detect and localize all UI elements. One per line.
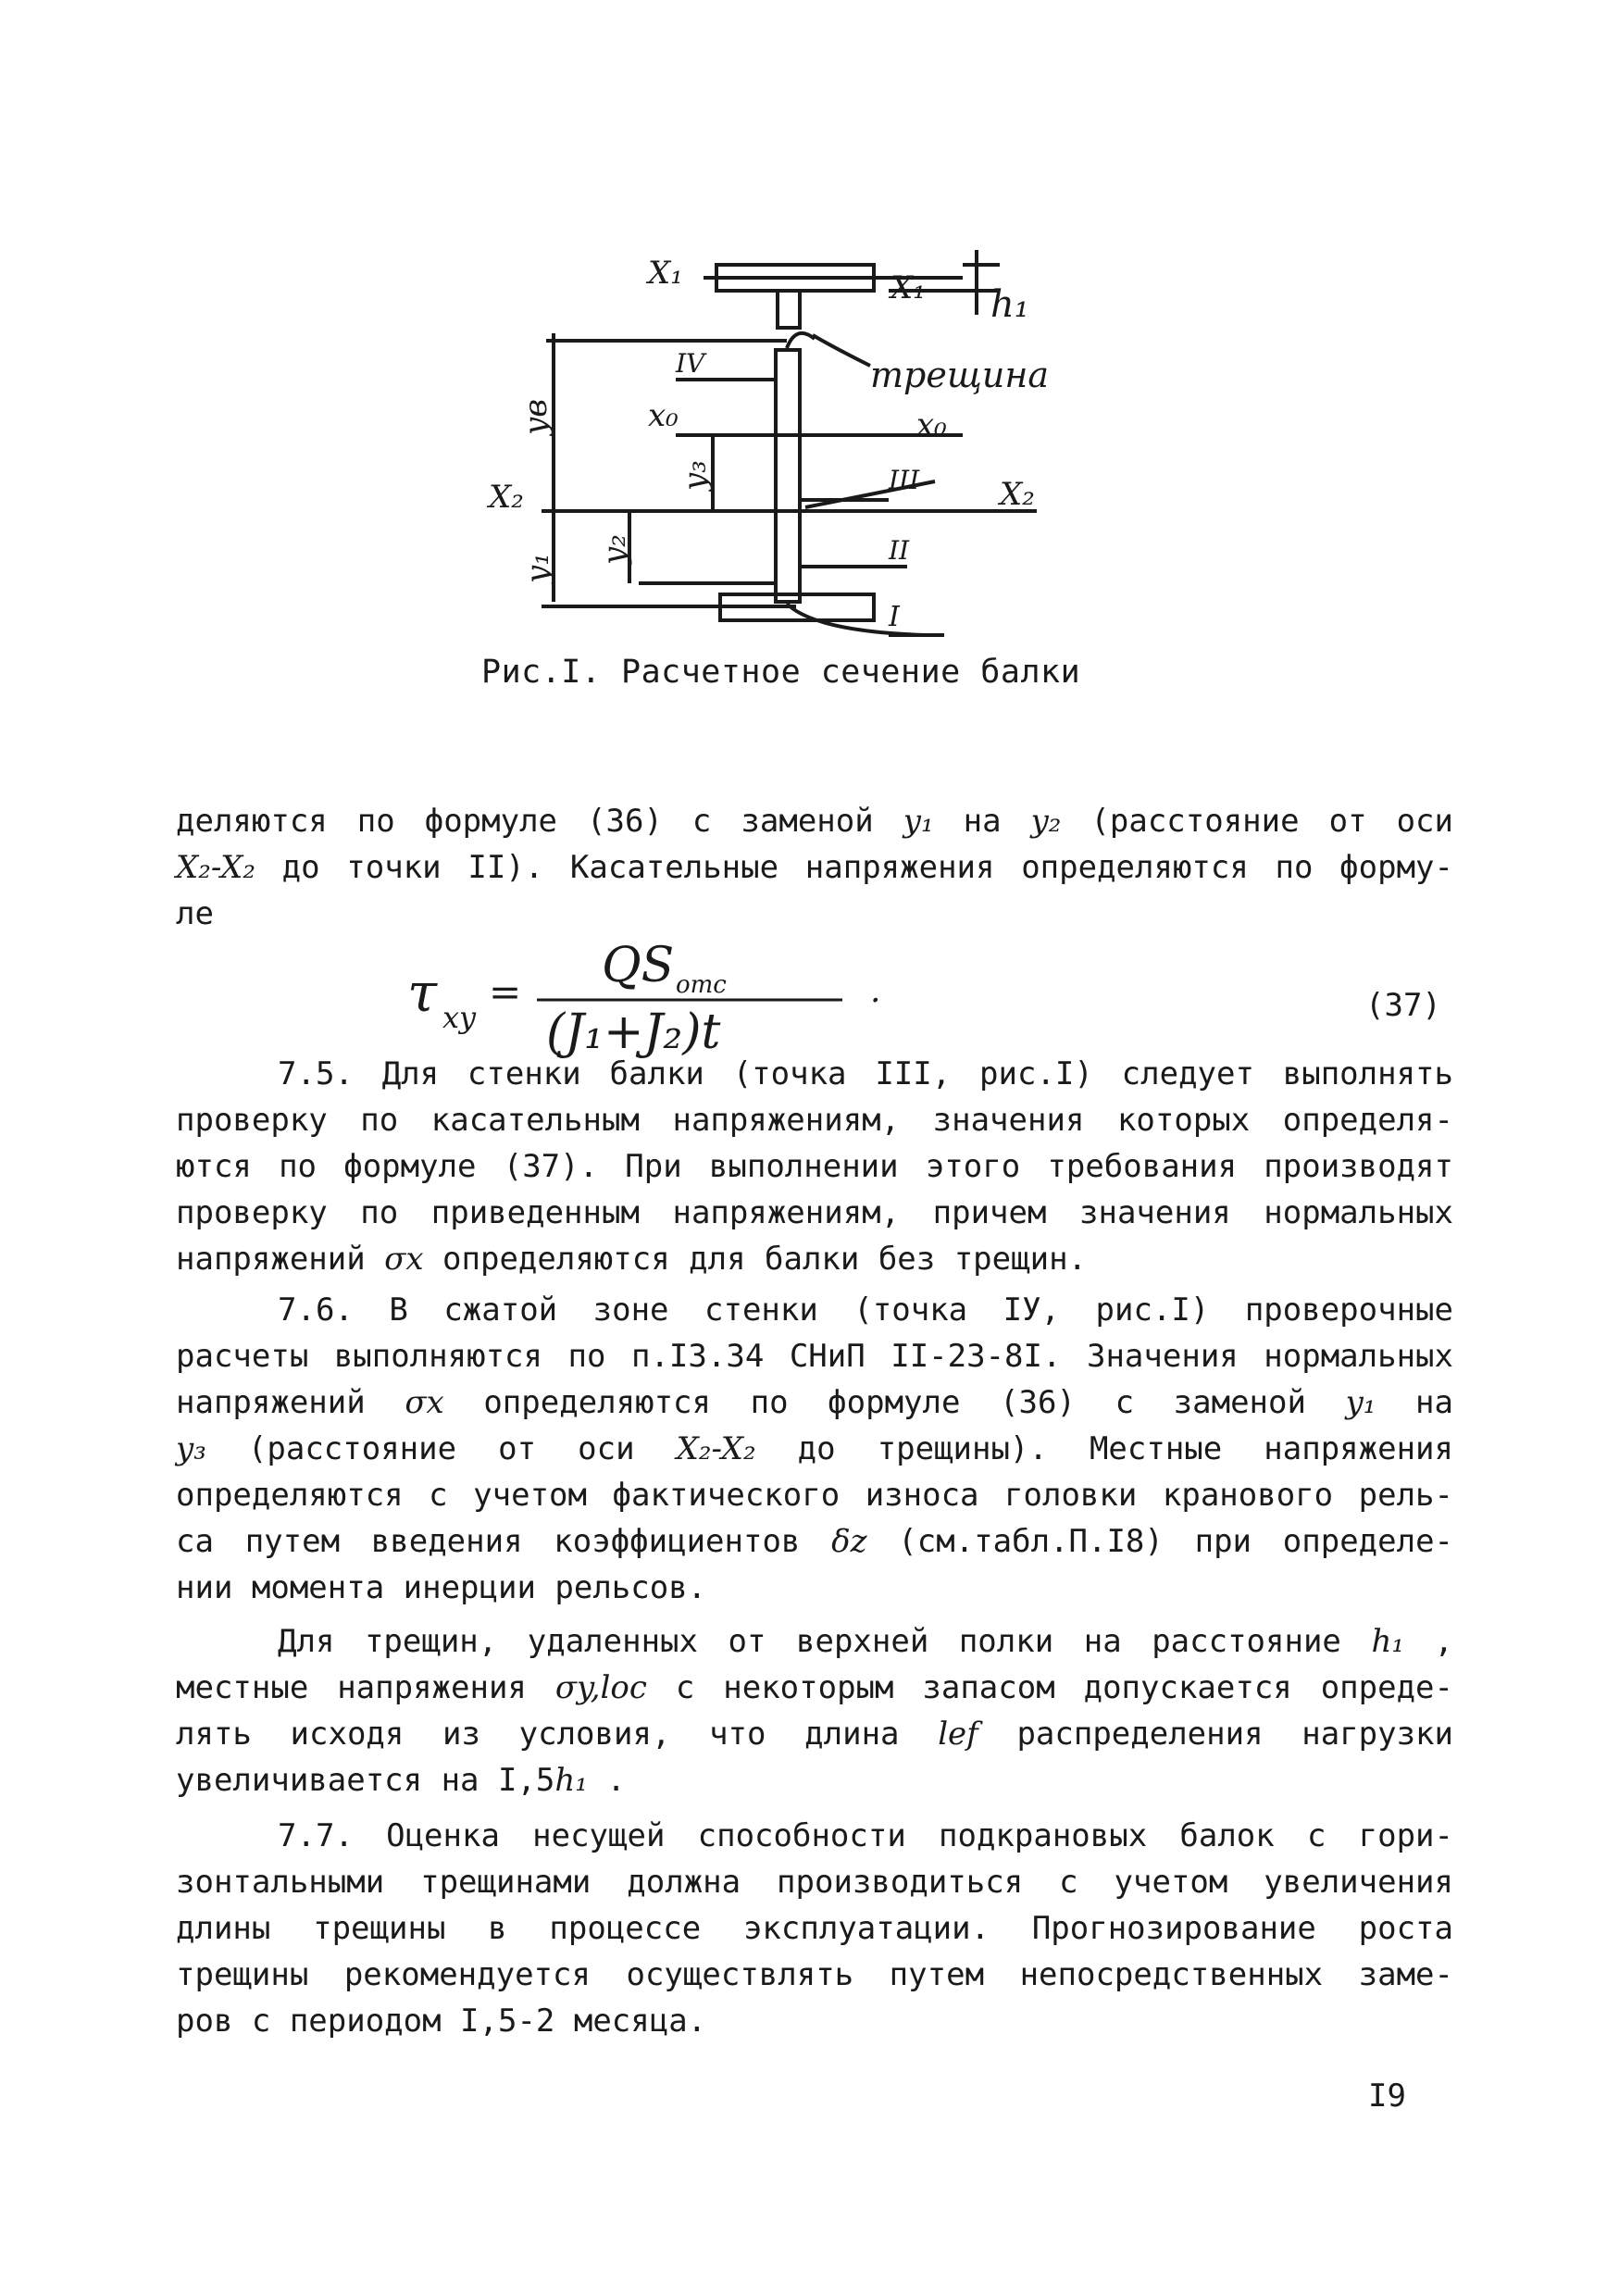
text-line: напряжений σx определяются по формуле (36) с заменой y₁ на bbox=[176, 1384, 1453, 1421]
text-line: 7.5. Для стенки балки (точка III, рис.I) следует выполнять bbox=[278, 1055, 1453, 1092]
svg-text:QS: QS bbox=[602, 938, 675, 993]
label-iv: IV bbox=[676, 348, 705, 379]
text-line: y₃ (расстояние от оси X₂-X₂ до трещины). Местные напряжения bbox=[176, 1430, 1453, 1467]
label-crack: трещина bbox=[870, 355, 1050, 395]
text-line: определяются с учетом фактического износа головки кранового рель- bbox=[176, 1477, 1453, 1514]
symbol-h1: h₁ bbox=[554, 1762, 588, 1799]
text-line: нии момента инерции рельсов. bbox=[176, 1569, 707, 1606]
text-line: длины трещины в процессе эксплуатации. Прогнозирование роста bbox=[176, 1910, 1453, 1947]
label-iii: III bbox=[889, 465, 920, 495]
paragraph-continuation bbox=[176, 798, 1453, 937]
svg-text:=: = bbox=[489, 969, 522, 1015]
label-y2: y₂ bbox=[596, 534, 633, 565]
symbol-y1: y₁ bbox=[903, 803, 934, 840]
svg-text:.: . bbox=[870, 972, 881, 1010]
text-line: Для трещин, удаленных от верхней полки на расстояние h₁ , bbox=[278, 1623, 1453, 1660]
page-number: I9 bbox=[1368, 2078, 1406, 2115]
paragraph-7-7 bbox=[176, 1813, 1453, 2044]
symbol-sigma-y-loc: σy,loc bbox=[554, 1669, 647, 1706]
text-line: увеличивается на I,5h₁ . bbox=[176, 1762, 626, 1799]
text-line: X₂-X₂ до точки II). Касательные напряжения определяются по форму- bbox=[176, 849, 1453, 886]
symbol-y2: y₂ bbox=[1030, 803, 1062, 840]
label-x1-right: X₁ bbox=[890, 269, 926, 306]
label-i: I bbox=[889, 601, 900, 633]
beam-section-figure bbox=[0, 0, 1619, 667]
label-x0-left: x₀ bbox=[648, 397, 679, 434]
label-x2-right: X₂ bbox=[1000, 476, 1035, 513]
top-web-stub bbox=[778, 291, 800, 328]
equation-37 bbox=[398, 926, 916, 1065]
symbol-x2x2: X₂-X₂ bbox=[676, 1430, 756, 1467]
symbol-y3: y₃ bbox=[176, 1430, 206, 1467]
paragraph-cracks bbox=[176, 1618, 1453, 1803]
text-line: лять исходя из условия, что длина lef распределения нагрузки bbox=[176, 1716, 1453, 1753]
symbol-lef: lef bbox=[938, 1716, 978, 1753]
text-line: деляются по формуле (36) с заменой y₁ на y₂ (расстояние от оси bbox=[176, 803, 1453, 840]
text-line: са путем введения коэффициентов δz (см.табл.П.I8) при определе- bbox=[176, 1523, 1454, 1560]
text-line: трещины рекомендуется осуществлять путем непосредственных заме- bbox=[176, 1956, 1453, 1993]
symbol-sigma-x: σx bbox=[384, 1241, 424, 1278]
label-y1: y₁ bbox=[519, 553, 556, 583]
label-x1-left: X₁ bbox=[648, 255, 683, 292]
label-x0-right: x₀ bbox=[916, 406, 947, 443]
svg-text:τ: τ bbox=[407, 961, 438, 1024]
text-line: 7.7. Оценка несущей способности подкрановых балок с гори- bbox=[278, 1817, 1453, 1854]
web bbox=[776, 350, 800, 602]
symbol-h1: h₁ bbox=[1371, 1623, 1404, 1660]
label-ii: II bbox=[889, 535, 910, 566]
text-line: проверку по приведенным напряжениям, причем значения нормальных bbox=[176, 1194, 1453, 1231]
label-x2-left: X₂ bbox=[489, 479, 524, 516]
text-line: ле bbox=[176, 895, 214, 932]
text-line: напряжений σx определяются для балки без трещин. bbox=[176, 1241, 1088, 1278]
equation-number: (37) bbox=[1365, 987, 1441, 1024]
text-line: проверку по касательным напряжениям, значения которых определя- bbox=[176, 1102, 1453, 1139]
label-yv: yв bbox=[517, 399, 554, 435]
svg-text:отс: отс bbox=[676, 971, 727, 999]
text-line: расчеты выполняются по п.I3.34 СНиП II-23-8I. Значения нормальных bbox=[176, 1338, 1453, 1375]
symbol-x2x2: X₂-X₂ bbox=[176, 849, 255, 886]
text-line: местные напряжения σy,loc с некоторым запасом допускается опреде- bbox=[176, 1669, 1453, 1706]
text-line: зонтальными трещинами должна производиться с учетом увеличения bbox=[176, 1864, 1453, 1901]
svg-text:xy: xy bbox=[442, 1000, 477, 1035]
text-line: ются по формуле (37). При выполнении этого требования производят bbox=[176, 1148, 1453, 1185]
text-line: 7.6. В сжатой зоне стенки (точка IУ, рис.I) проверочные bbox=[278, 1292, 1453, 1329]
symbol-sigma-x: σx bbox=[405, 1384, 444, 1421]
label-h1: h₁ bbox=[990, 283, 1029, 326]
text-line: ров с периодом I,5-2 месяца. bbox=[176, 2003, 707, 2040]
paragraph-7-5 bbox=[176, 1051, 1453, 1282]
symbol-y1: y₁ bbox=[1345, 1384, 1376, 1421]
figure-caption: Рис.I. Расчетное сечение балки bbox=[481, 654, 1081, 691]
svg-text:(J₁+J₂)t: (J₁+J₂)t bbox=[546, 1004, 721, 1060]
paragraph-7-6 bbox=[176, 1287, 1453, 1611]
label-y3: y₃ bbox=[677, 460, 714, 491]
symbol-delta-z: δz bbox=[831, 1523, 867, 1560]
